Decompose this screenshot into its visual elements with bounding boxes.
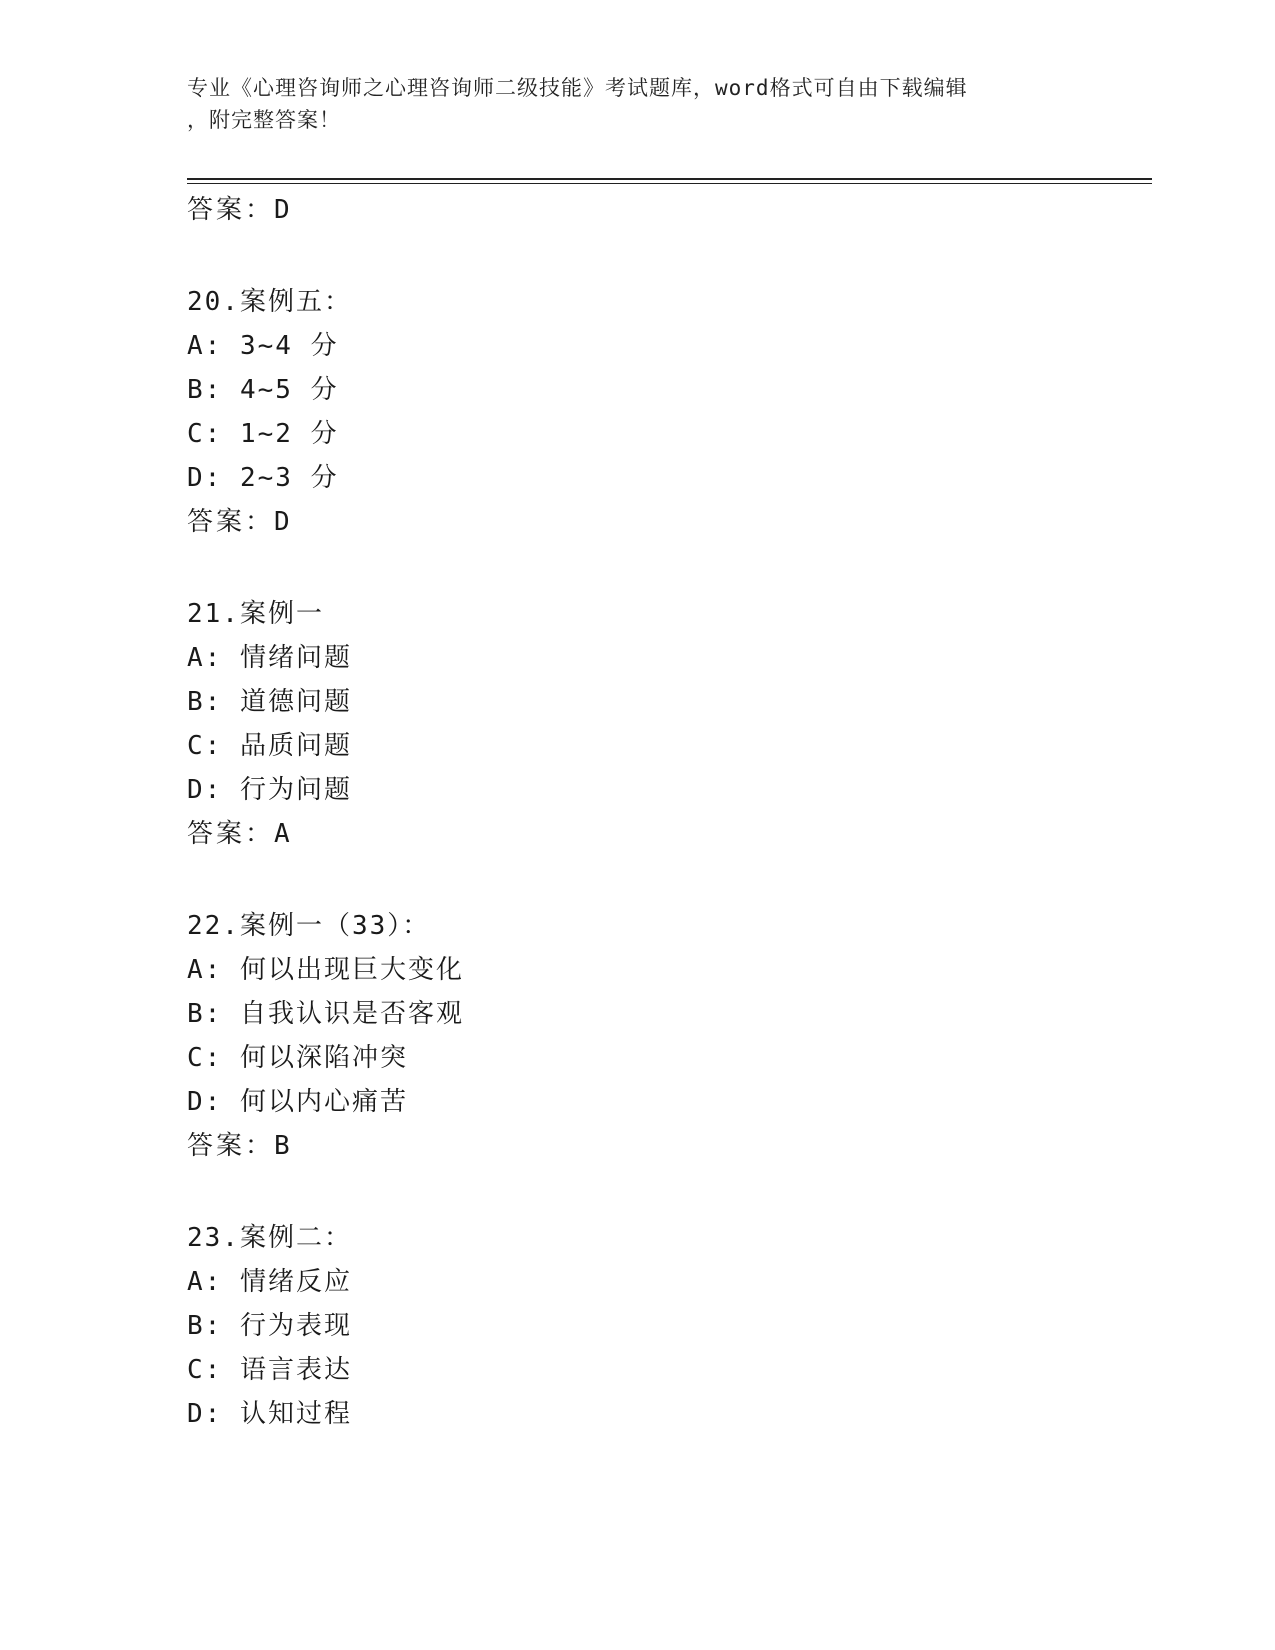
question-22-option-a: A: 何以出现巨大变化 bbox=[187, 955, 464, 985]
header-title-line-2: ，附完整答案！ bbox=[187, 108, 341, 132]
question-20-option-a: A: 3~4 分 bbox=[187, 331, 339, 361]
question-21-title: 21.案例一 bbox=[187, 599, 324, 629]
question-21-option-c: C: 品质问题 bbox=[187, 731, 352, 761]
question-22-option-c: C: 何以深陷冲突 bbox=[187, 1043, 408, 1073]
question-20-option-b: B: 4~5 分 bbox=[187, 375, 339, 405]
question-22-option-b: B: 自我认识是否客观 bbox=[187, 999, 464, 1029]
question-21-option-b: B: 道德问题 bbox=[187, 687, 352, 717]
question-21-option-a: A: 情绪问题 bbox=[187, 643, 352, 673]
question-23-option-b: B: 行为表现 bbox=[187, 1311, 352, 1341]
question-20-option-d: D: 2~3 分 bbox=[187, 463, 339, 493]
question-22-title: 22.案例一（33）： bbox=[187, 911, 431, 941]
answer-line: 答案：D bbox=[187, 195, 293, 225]
header-title-line-1: 专业《心理咨询师之心理咨询师二级技能》考试题库，word格式可自由下载编辑 bbox=[187, 76, 968, 100]
question-20-title: 20.案例五： bbox=[187, 287, 352, 317]
question-23-option-c: C: 语言表达 bbox=[187, 1355, 352, 1385]
document-header bbox=[187, 72, 1087, 136]
question-22-answer: 答案：B bbox=[187, 1131, 293, 1161]
question-22-option-d: D: 何以内心痛苦 bbox=[187, 1087, 408, 1117]
question-20-option-c: C: 1~2 分 bbox=[187, 419, 339, 449]
question-23-title: 23.案例二： bbox=[187, 1223, 352, 1253]
header-divider-thin bbox=[187, 183, 1152, 184]
question-21-answer: 答案：A bbox=[187, 819, 293, 849]
question-21-option-d: D: 行为问题 bbox=[187, 775, 352, 805]
question-23-option-a: A: 情绪反应 bbox=[187, 1267, 352, 1297]
header-divider-thick bbox=[187, 178, 1152, 180]
question-20-answer: 答案：D bbox=[187, 507, 293, 537]
question-23-option-d: D: 认知过程 bbox=[187, 1399, 352, 1429]
